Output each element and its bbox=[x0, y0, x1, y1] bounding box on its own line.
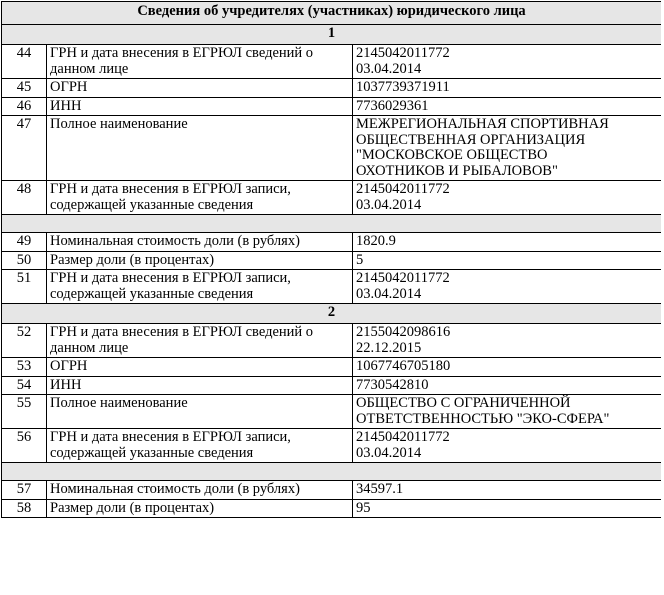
table-row bbox=[2, 324, 662, 358]
spacer-row bbox=[2, 215, 662, 233]
value-line: ОБЩЕСТВО С ОГРАНИЧЕННОЙ bbox=[356, 395, 571, 411]
row-number: 48 bbox=[2, 181, 47, 215]
field-value bbox=[353, 395, 662, 429]
row-number: 44 bbox=[2, 45, 47, 79]
value-line: 2145042011772 bbox=[356, 45, 450, 61]
value-line: 03.04.2014 bbox=[356, 60, 422, 77]
value-line: 2145042011772 bbox=[356, 270, 450, 286]
field-value bbox=[353, 429, 662, 463]
field-label: ОГРН bbox=[47, 358, 353, 377]
table-row bbox=[2, 251, 662, 270]
group-header-row bbox=[2, 25, 662, 45]
value-line: 1067746705180 bbox=[356, 358, 451, 374]
value-line: 5 bbox=[356, 251, 364, 268]
value-line: 1037739371911 bbox=[356, 79, 450, 95]
value-line: 03.04.2014 bbox=[356, 444, 422, 461]
row-number: 58 bbox=[2, 499, 47, 518]
field-label: ИНН bbox=[47, 376, 353, 395]
value-line: 7736029361 bbox=[356, 97, 429, 114]
field-label: Размер доли (в процентах) bbox=[47, 499, 353, 518]
row-number: 52 bbox=[2, 324, 47, 358]
spacer-cell bbox=[2, 215, 662, 233]
value-line: ОБЩЕСТВЕННАЯ ОРГАНИЗАЦИЯ bbox=[356, 131, 586, 148]
value-line: 03.04.2014 bbox=[356, 285, 422, 302]
field-label: Номинальная стоимость доли (в рублях) bbox=[47, 481, 353, 500]
field-label: ОГРН bbox=[47, 79, 353, 98]
spacer-cell bbox=[2, 463, 662, 481]
field-label: ГРН и дата внесения в ЕГРЮЛ записи, содержащей указанные сведения bbox=[47, 181, 353, 215]
field-value bbox=[353, 324, 662, 358]
table-row bbox=[2, 395, 662, 429]
field-label: Размер доли (в процентах) bbox=[47, 251, 353, 270]
spacer-row bbox=[2, 463, 662, 481]
value-line: ОТВЕТСТВЕННОСТЬЮ "ЭКО-СФЕРА" bbox=[356, 410, 610, 427]
table-row bbox=[2, 233, 662, 252]
table-row bbox=[2, 97, 662, 116]
value-line: 7730542810 bbox=[356, 376, 429, 393]
field-value bbox=[353, 358, 662, 377]
field-value bbox=[353, 45, 662, 79]
table-row bbox=[2, 481, 662, 500]
field-label: ГРН и дата внесения в ЕГРЮЛ записи, содержащей указанные сведения bbox=[47, 429, 353, 463]
value-line: 1820.9 bbox=[356, 233, 396, 249]
value-line: МЕЖРЕГИОНАЛЬНАЯ СПОРТИВНАЯ bbox=[356, 116, 609, 132]
value-line: "МОСКОВСКОЕ ОБЩЕСТВО bbox=[356, 147, 548, 163]
field-value bbox=[353, 376, 662, 395]
field-label: ГРН и дата внесения в ЕГРЮЛ сведений о данном лице bbox=[47, 324, 353, 358]
founders-table bbox=[1, 1, 661, 518]
table-row bbox=[2, 79, 662, 98]
row-number: 54 bbox=[2, 376, 47, 395]
row-number: 50 bbox=[2, 251, 47, 270]
value-line: 34597.1 bbox=[356, 481, 404, 497]
group-header-row bbox=[2, 304, 662, 324]
group-number: 2 bbox=[2, 304, 662, 324]
row-number: 56 bbox=[2, 429, 47, 463]
field-value bbox=[353, 181, 662, 215]
field-label: ИНН bbox=[47, 97, 353, 116]
table-row bbox=[2, 270, 662, 304]
row-number: 53 bbox=[2, 358, 47, 377]
table-caption-row bbox=[2, 2, 662, 25]
table-row bbox=[2, 429, 662, 463]
row-number: 55 bbox=[2, 395, 47, 429]
field-value bbox=[353, 116, 662, 181]
field-label: Полное наименование bbox=[47, 116, 353, 181]
field-value bbox=[353, 79, 662, 98]
row-number: 46 bbox=[2, 97, 47, 116]
field-value bbox=[353, 499, 662, 518]
table-row bbox=[2, 181, 662, 215]
field-value bbox=[353, 481, 662, 500]
table-row bbox=[2, 499, 662, 518]
value-line: 22.12.2015 bbox=[356, 339, 422, 356]
row-number: 51 bbox=[2, 270, 47, 304]
field-label: ГРН и дата внесения в ЕГРЮЛ сведений о данном лице bbox=[47, 45, 353, 79]
table-row bbox=[2, 358, 662, 377]
table-body bbox=[2, 25, 662, 518]
row-number: 57 bbox=[2, 481, 47, 500]
table-caption: Сведения об учредителях (участниках) юридического лица bbox=[2, 2, 662, 25]
field-label: ГРН и дата внесения в ЕГРЮЛ записи, содержащей указанные сведения bbox=[47, 270, 353, 304]
table-row bbox=[2, 116, 662, 181]
field-value bbox=[353, 251, 662, 270]
table-row bbox=[2, 45, 662, 79]
value-line: 2155042098616 bbox=[356, 324, 451, 340]
field-value bbox=[353, 97, 662, 116]
field-value bbox=[353, 233, 662, 252]
field-label: Номинальная стоимость доли (в рублях) bbox=[47, 233, 353, 252]
value-line: 2145042011772 bbox=[356, 181, 450, 197]
field-value bbox=[353, 270, 662, 304]
value-line: 03.04.2014 bbox=[356, 196, 422, 213]
row-number: 45 bbox=[2, 79, 47, 98]
group-number: 1 bbox=[2, 25, 662, 45]
row-number: 49 bbox=[2, 233, 47, 252]
value-line: 95 bbox=[356, 499, 371, 516]
table-row bbox=[2, 376, 662, 395]
value-line: 2145042011772 bbox=[356, 429, 450, 445]
row-number: 47 bbox=[2, 116, 47, 181]
field-label: Полное наименование bbox=[47, 395, 353, 429]
value-line: ОХОТНИКОВ И РЫБАЛОВОВ" bbox=[356, 162, 558, 179]
document-page bbox=[1, 1, 661, 595]
